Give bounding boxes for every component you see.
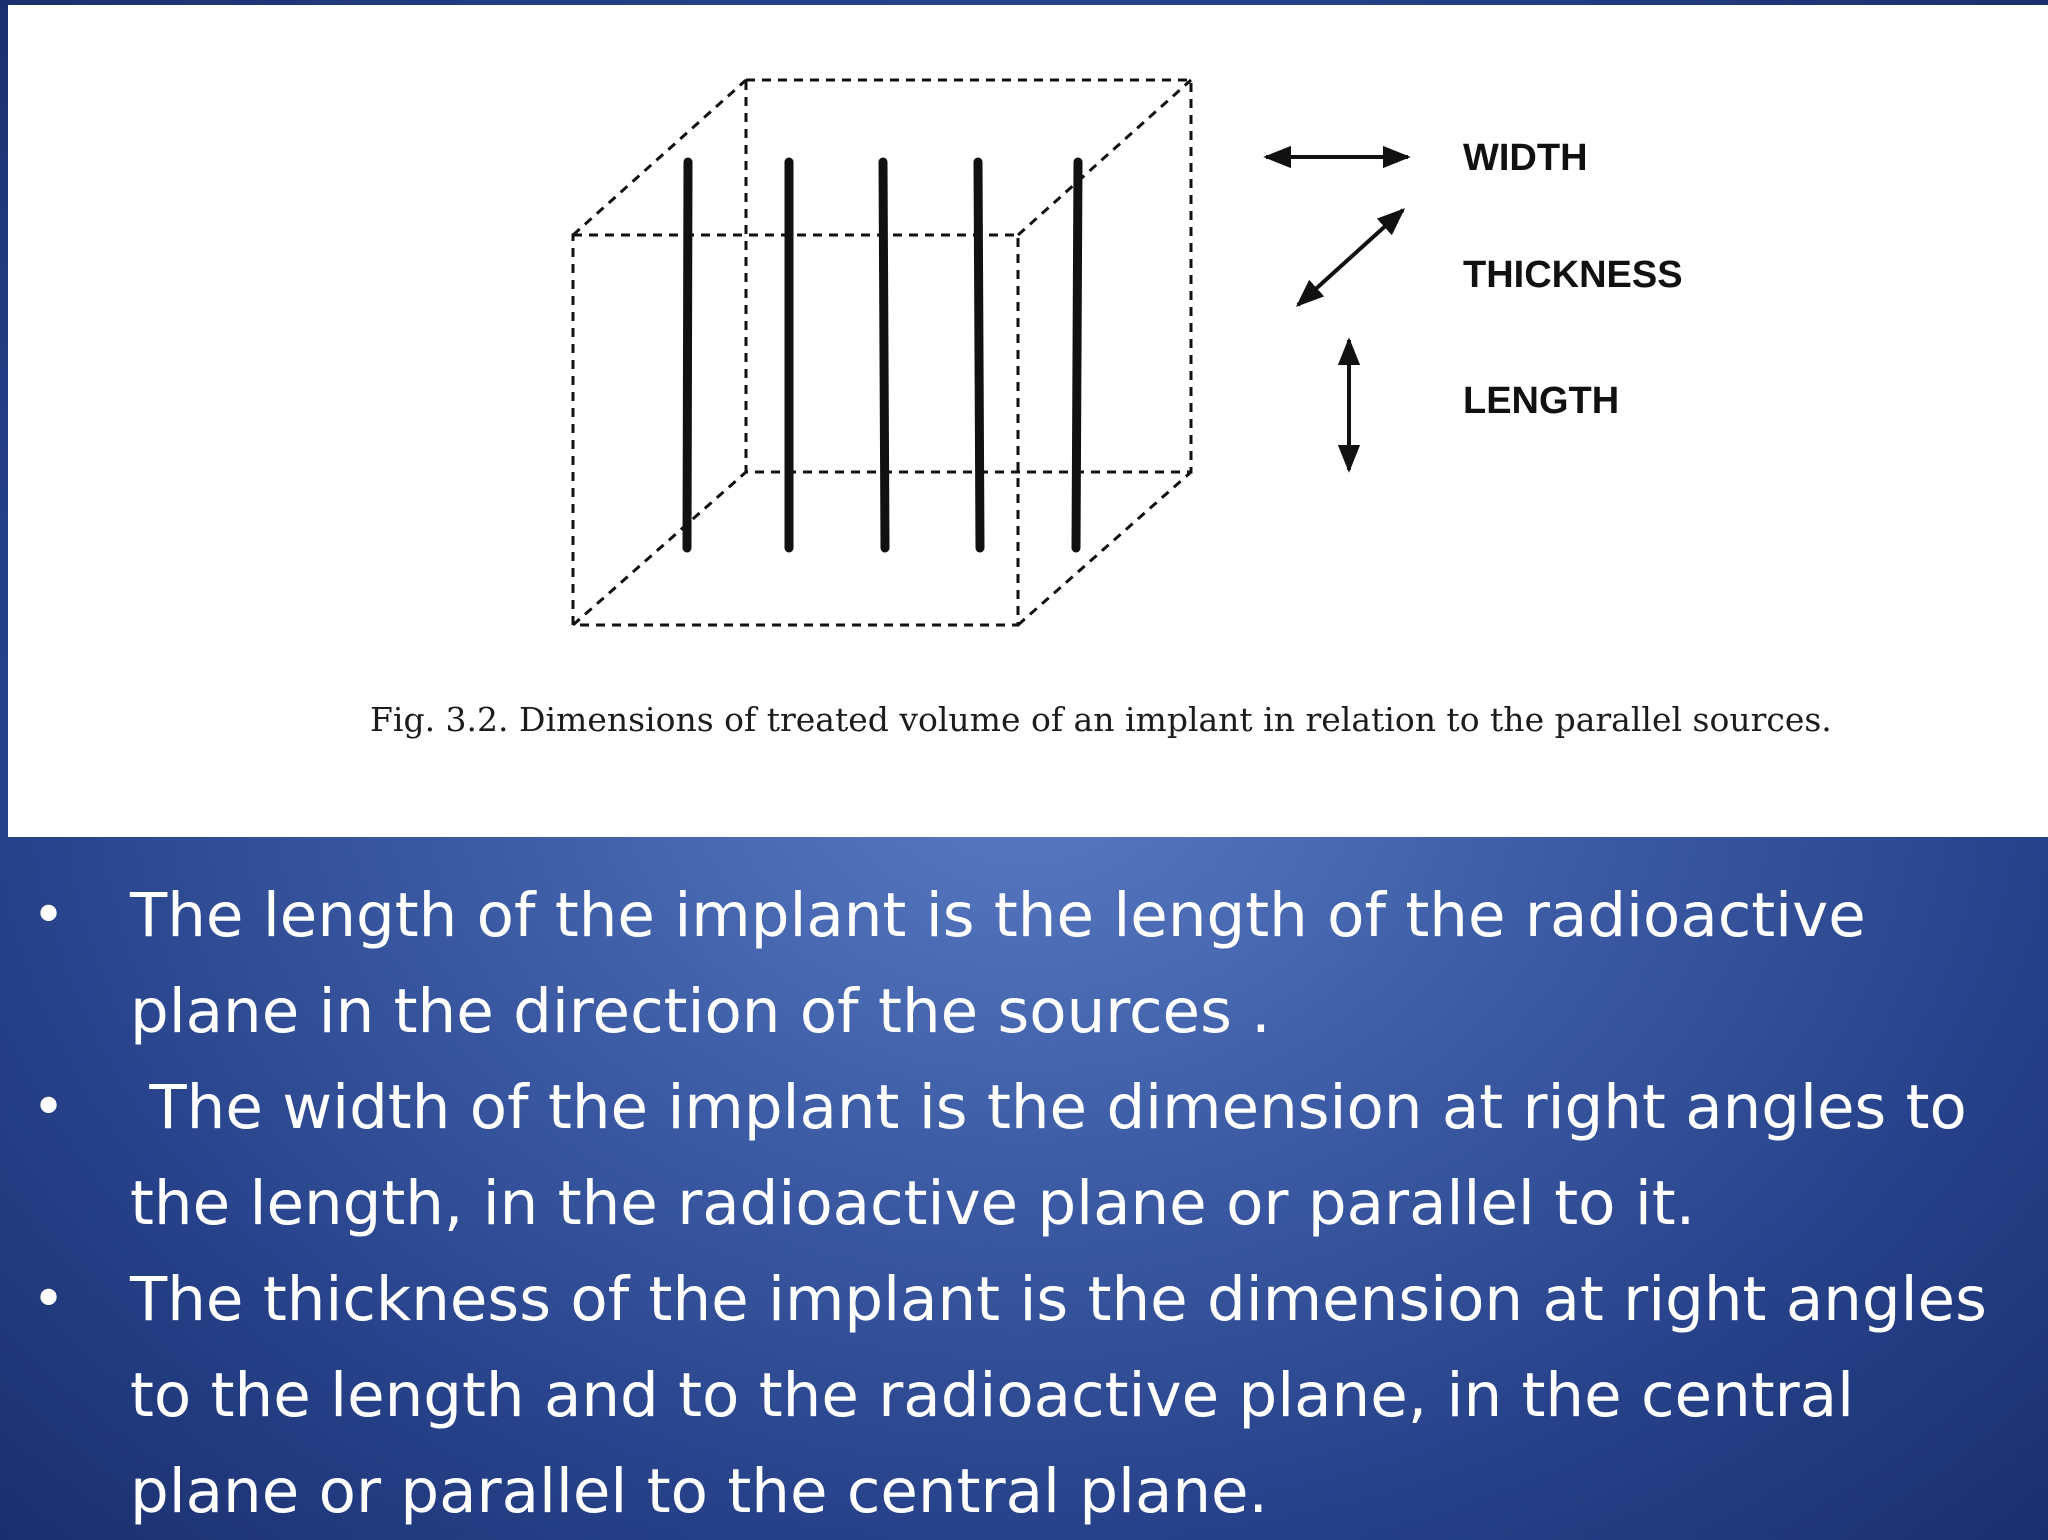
thickness-arrow (1298, 210, 1403, 305)
source-line (883, 162, 885, 548)
width-label: WIDTH (1463, 137, 1588, 179)
figure-panel (8, 5, 2048, 837)
source-line (687, 162, 688, 548)
source-line (978, 162, 980, 548)
bullet-text: The length of the implant is the length of the radioactive plane in the direction of the sources . (130, 880, 1866, 1047)
bullet-icon: • (32, 883, 66, 948)
bullet-thickness (0, 1252, 2048, 1540)
bullet-icon: • (32, 1075, 66, 1140)
bullet-width (0, 1060, 2048, 1252)
bullet-icon: • (32, 1267, 66, 1332)
source-line (1076, 162, 1078, 548)
bullet-text: The width of the implant is the dimension at right angles to the length, in the radioactive plane or parallel to it. (130, 1072, 1987, 1239)
figure-caption: Fig. 3.2. Dimensions of treated volume of an implant in relation to the parallel sources. (370, 700, 1832, 739)
bullet-list (0, 868, 2048, 1540)
bullet-text: The thickness of the implant is the dimension at right angles to the length and to the radioactive plane, in the central plane or parallel to the central plane. (130, 1264, 1987, 1527)
length-label: LENGTH (1463, 380, 1620, 422)
bullet-length (0, 868, 2048, 1060)
thickness-label: THICKNESS (1463, 254, 1683, 296)
